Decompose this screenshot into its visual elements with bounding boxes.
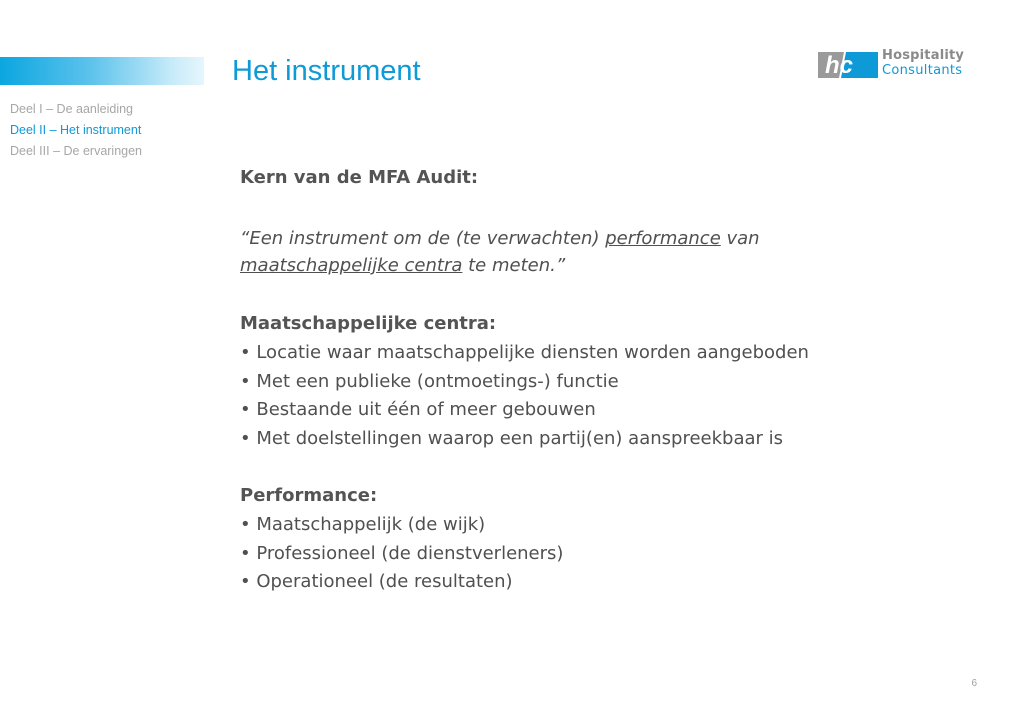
definition-quote <box>240 225 940 279</box>
logo-wordmark <box>882 48 964 78</box>
list-item: • Met een publieke (ontmoetings-) functie <box>240 370 619 392</box>
page-title: Het instrument <box>232 55 421 87</box>
header-accent-bar <box>0 57 204 85</box>
logo-line1: Hospitality <box>882 48 965 63</box>
list-item: • Professioneel (de dienstverleners) <box>240 542 564 564</box>
slide-content <box>240 165 940 597</box>
nav-item-aanleiding[interactable]: Deel I – De aanleiding <box>10 102 133 116</box>
section-centra <box>240 311 940 453</box>
company-logo <box>818 48 983 82</box>
quote-centra: maatschappelijke centra <box>240 255 463 276</box>
nav-item-instrument[interactable]: Deel II – Het instrument <box>10 123 142 137</box>
list-item: • Bestaande uit één of meer gebouwen <box>240 399 596 420</box>
list-item: • Operationeel (de resultaten) <box>240 571 513 592</box>
hc-logo-mark <box>818 50 878 78</box>
logo-mark-text: hc <box>825 52 854 78</box>
core-heading: Kern van de MFA Audit: <box>240 167 479 188</box>
section-performance-heading: Performance: <box>240 485 378 506</box>
page-number: 6 <box>971 678 977 689</box>
performance-bullet-list <box>240 511 940 597</box>
logo-line2: Consultants <box>882 63 963 78</box>
centra-bullet-list <box>240 339 940 453</box>
quote-performance: performance <box>605 228 721 249</box>
list-item: • Locatie waar maatschappelijke diensten worden aangeboden <box>240 342 809 363</box>
nav-item-ervaringen[interactable]: Deel III – De ervaringen <box>10 144 143 158</box>
section-centra-heading: Maatschappelijke centra: <box>240 313 497 334</box>
section-nav <box>10 99 142 162</box>
quote-part1: “Een instrument om de (te verwachten) <box>240 228 606 249</box>
section-performance <box>240 483 940 597</box>
quote-part2: van <box>720 228 760 249</box>
list-item: • Met doelstellingen waarop een partij(en) aanspreekbaar is <box>240 427 784 449</box>
list-item: • Maatschappelijk (de wijk) <box>240 514 486 535</box>
quote-part3: te meten.” <box>462 255 566 276</box>
